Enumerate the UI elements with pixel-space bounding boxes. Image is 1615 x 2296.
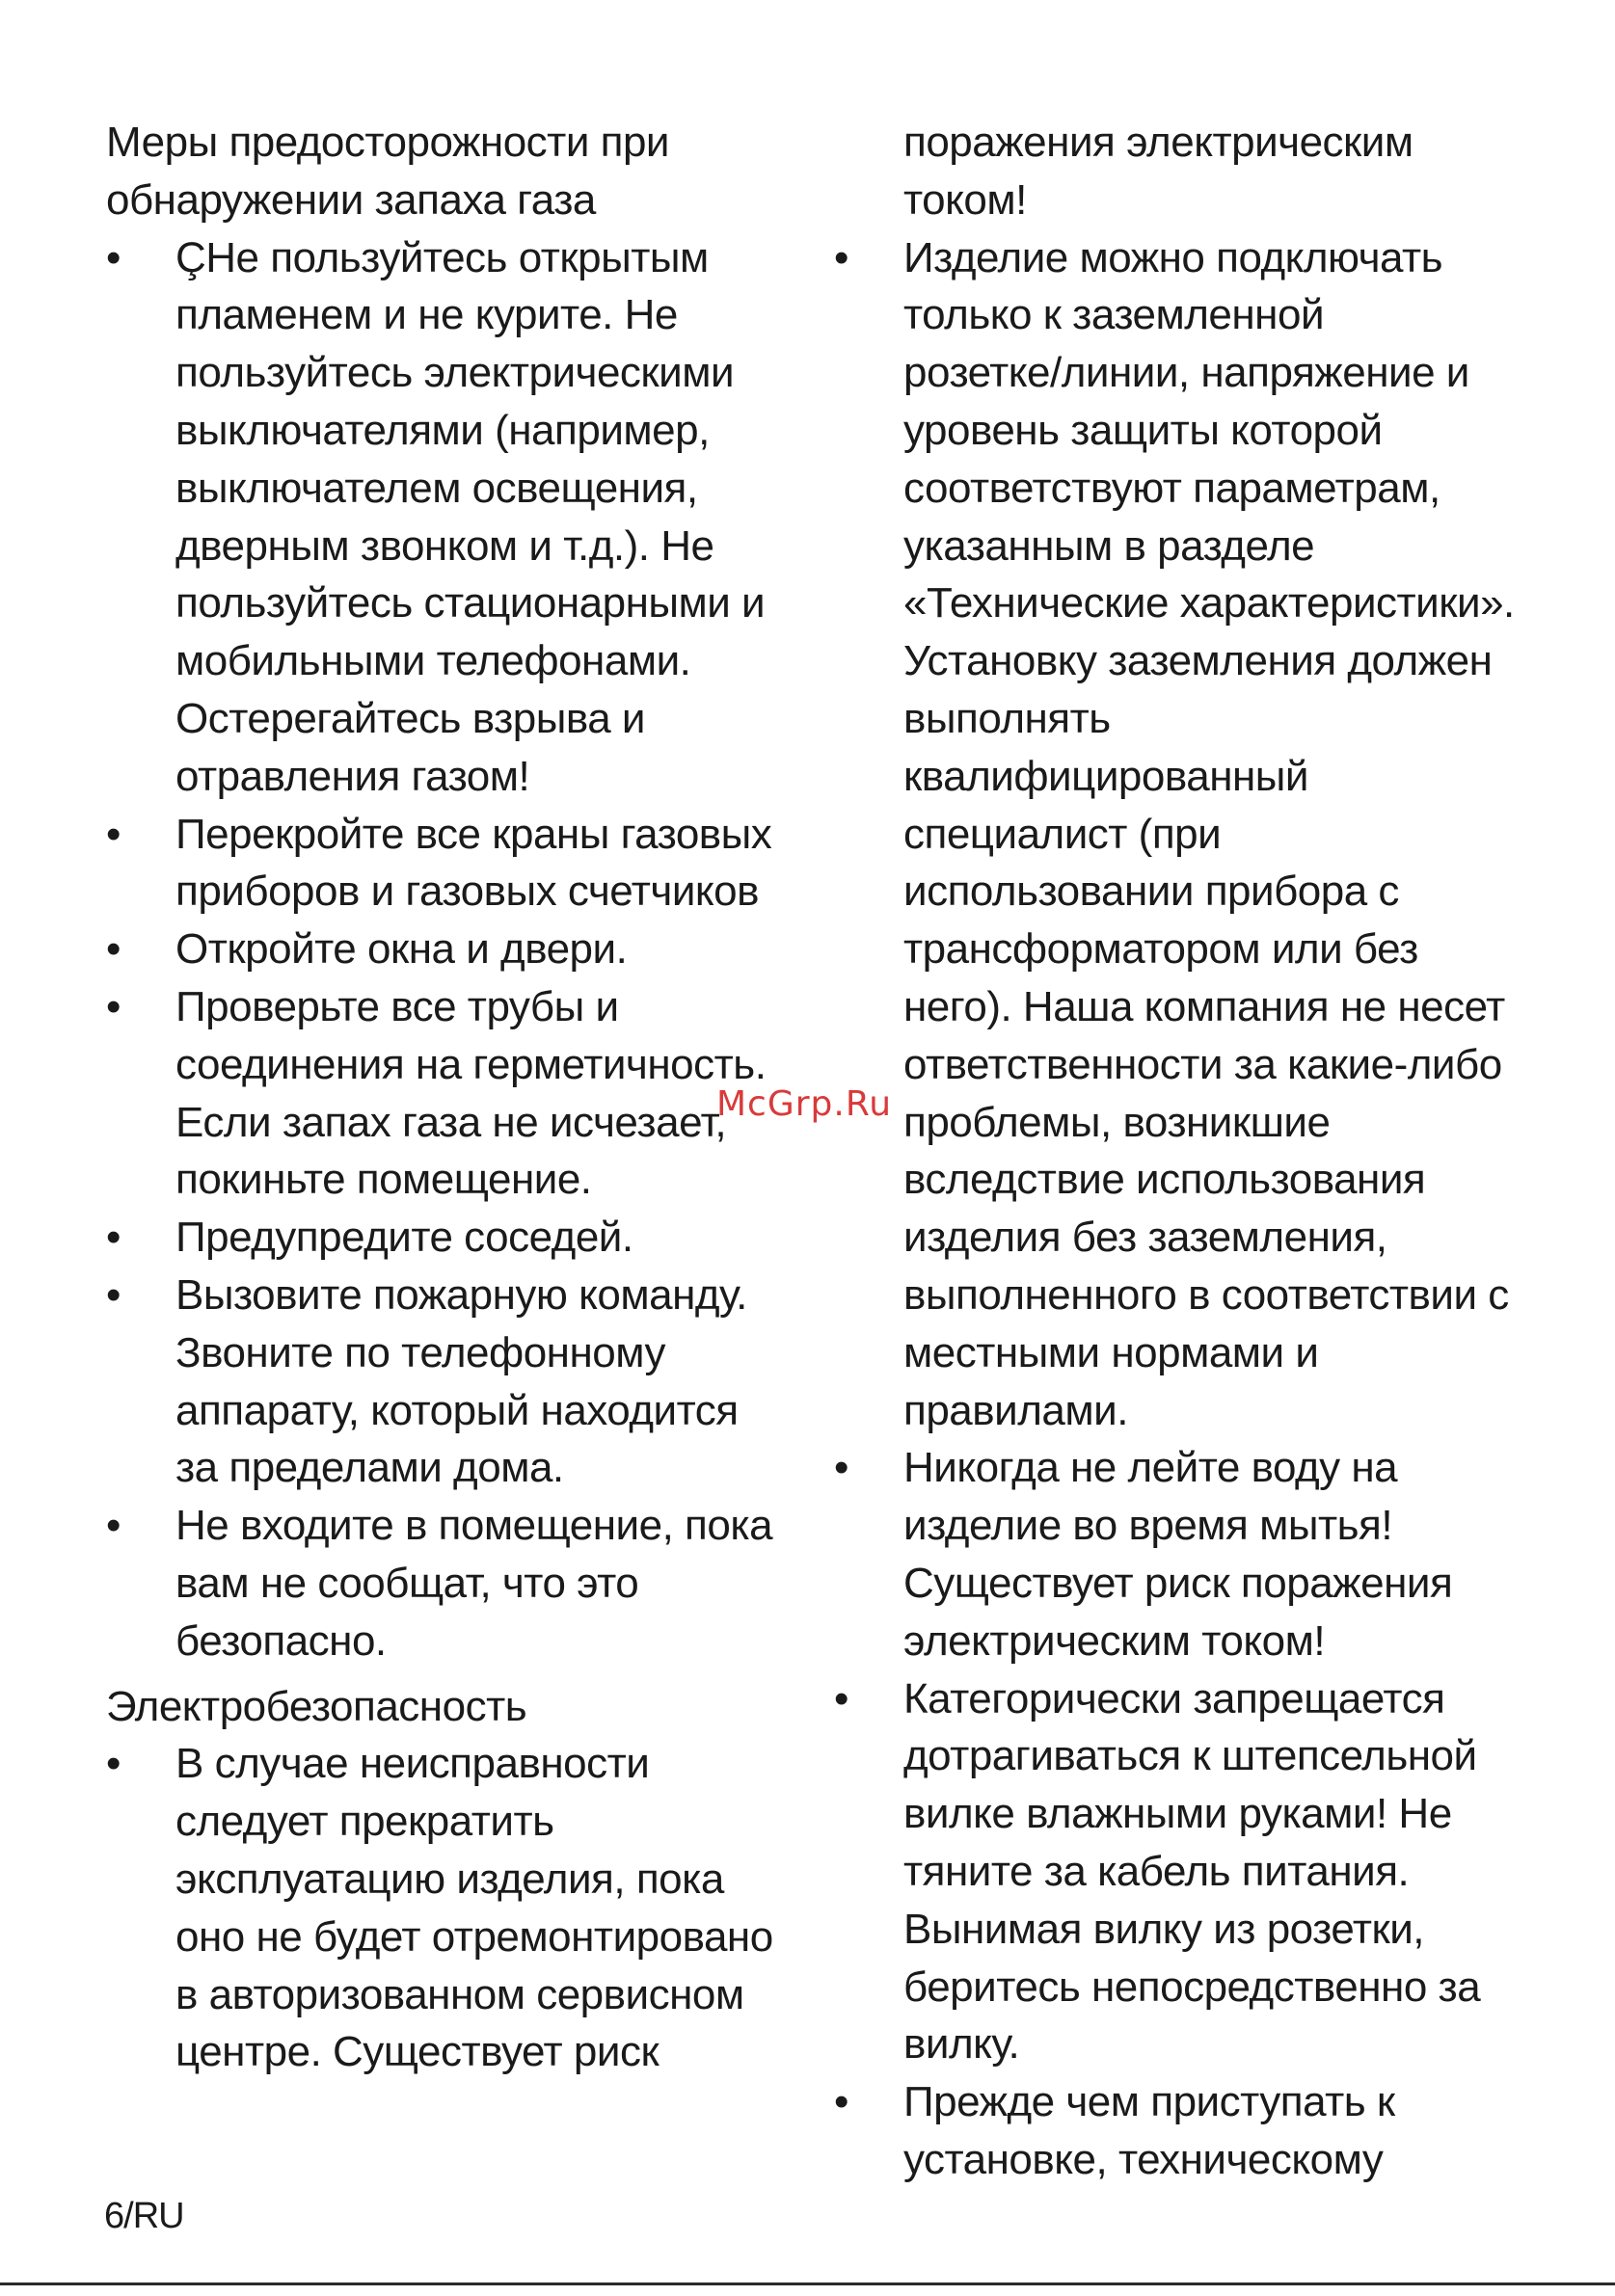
- bullet-icon: •: [834, 233, 848, 281]
- text-line: эксплуатацию изделия, пока: [175, 1855, 724, 1903]
- gas-safety-heading: [106, 114, 791, 229]
- text-line: изделие во время мытья!: [903, 1502, 1393, 1550]
- text-line: изделия без заземления,: [903, 1214, 1387, 1262]
- list-item: [106, 1209, 791, 1267]
- text-line: Вынимая вилку из розетки,: [903, 1905, 1425, 1953]
- list-item: [834, 229, 1548, 1440]
- text-line: трансформатором или без: [903, 925, 1418, 974]
- text-line: центре. Существует риск: [175, 2028, 659, 2076]
- text-line: Звоните по телефонному: [175, 1328, 665, 1376]
- bullet-icon: •: [106, 810, 121, 858]
- text-line: «Технические характеристики».: [903, 579, 1515, 627]
- text-line: соответствуют параметрам,: [903, 464, 1440, 512]
- text-line: В случае неисправности: [175, 1740, 650, 1788]
- bullet-icon: •: [834, 1444, 848, 1492]
- text-line: Проверьте все трубы и: [175, 982, 619, 1030]
- text-line: Категорически запрещается: [903, 1674, 1445, 1722]
- text-line: соединения на герметичность.: [175, 1040, 767, 1088]
- text-line: вследствие использования: [903, 1156, 1426, 1204]
- text-line: Если запах газа не исчезает,: [175, 1098, 727, 1146]
- text-line: Остерегайтесь взрыва и: [175, 694, 646, 742]
- text-line: электрическим током!: [903, 1616, 1326, 1665]
- text-line: Откройте окна и двери.: [175, 925, 628, 974]
- text-line: установке, техническому: [903, 2135, 1384, 2183]
- text-line: аппарату, который находится: [175, 1386, 739, 1434]
- text-line: местными нормами и: [903, 1328, 1319, 1376]
- text-line: указанным в разделе: [903, 521, 1315, 570]
- text-line: безопасно.: [175, 1616, 387, 1665]
- text-line: за пределами дома.: [175, 1444, 564, 1492]
- text-line: оно не будет отремонтировано: [175, 1912, 773, 1961]
- list-item: [106, 1735, 791, 2081]
- bullet-icon: •: [106, 1502, 121, 1550]
- text-line: током!: [903, 175, 1027, 224]
- bullet-icon: •: [106, 982, 121, 1030]
- text-line: пользуйтесь стационарными и: [175, 579, 766, 627]
- right-column: [834, 114, 1548, 2189]
- text-line: Перекройте все краны газовых: [175, 810, 772, 858]
- text-line: правилами.: [903, 1386, 1128, 1434]
- text-line: выполненного в соответствии с: [903, 1270, 1509, 1319]
- text-line: проблемы, возникшие: [903, 1098, 1331, 1146]
- bullet-icon: •: [834, 2078, 848, 2126]
- text-line: пользуйтесь электрическими: [175, 349, 735, 397]
- list-item: [106, 1267, 791, 1497]
- electrical-safety-list: [106, 1735, 791, 2081]
- text-line: следует прекратить: [175, 1798, 554, 1846]
- electrical-safety-list-continued: [834, 229, 1548, 2189]
- left-column: [106, 114, 791, 2081]
- watermark: McGrp.Ru: [716, 1084, 893, 1124]
- continued-text: [834, 114, 1548, 229]
- text-line: вилку.: [903, 2020, 1020, 2069]
- text-line: приборов и газовых счетчиков: [175, 868, 760, 916]
- text-line: уровень защиты которой: [903, 406, 1383, 454]
- text-line: обнаружении запаха газа: [106, 175, 596, 224]
- electrical-safety-heading: [106, 1678, 791, 1736]
- text-line: в авторизованном сервисном: [175, 1970, 744, 2018]
- text-line: отравления газом!: [175, 752, 530, 800]
- text-line: покиньте помещение.: [175, 1156, 592, 1204]
- text-line: Предупредите соседей.: [175, 1214, 633, 1262]
- list-item: [834, 1670, 1548, 2074]
- text-line: него). Наша компания не несет: [903, 982, 1505, 1030]
- bullet-icon: •: [106, 1270, 121, 1319]
- text-line: выполнять: [903, 694, 1111, 742]
- list-item: [106, 978, 791, 1209]
- text-line: специалист (при: [903, 810, 1222, 858]
- text-line: Не входите в помещение, пока: [175, 1502, 773, 1550]
- bullet-icon: •: [106, 1740, 121, 1788]
- text-line: Никогда не лейте воду на: [903, 1444, 1398, 1492]
- text-line: дотрагиваться к штепсельной: [903, 1732, 1477, 1780]
- text-line: выключателями (например,: [175, 406, 710, 454]
- list-item: [106, 229, 791, 806]
- text-line: поражения электрическим: [903, 119, 1413, 166]
- gas-safety-list: [106, 229, 791, 1670]
- text-line: вилке влажными руками! Не: [903, 1790, 1452, 1838]
- text-line: Изделие можно подключать: [903, 233, 1443, 281]
- text-line: ÇНе пользуйтесь открытым: [175, 233, 709, 281]
- list-item: [106, 921, 791, 978]
- text-line: беритесь непосредственно за: [903, 1962, 1481, 2011]
- text-line: вам не сообщат, что это: [175, 1559, 639, 1607]
- bullet-icon: •: [106, 233, 121, 281]
- bullet-icon: •: [106, 1214, 121, 1262]
- text-line: Меры предосторожности при: [106, 119, 669, 166]
- text-line: тяните за кабель питания.: [903, 1847, 1410, 1895]
- page-number: 6/RU: [104, 2196, 184, 2236]
- text-line: Установку заземления должен: [903, 637, 1493, 685]
- text-line: только к заземленной: [903, 291, 1325, 339]
- list-item: [834, 1439, 1548, 1669]
- text-line: Существует риск поражения: [903, 1559, 1453, 1607]
- text-line: пламенем и не курите. Не: [175, 291, 678, 339]
- text-line: розетке/линии, напряжение и: [903, 349, 1469, 397]
- bullet-icon: •: [106, 925, 121, 974]
- text-line: использовании прибора с: [903, 868, 1399, 916]
- text-line: выключателем освещения,: [175, 464, 698, 512]
- list-item: [834, 2073, 1548, 2189]
- list-item: [106, 1497, 791, 1669]
- bullet-icon: •: [834, 1674, 848, 1722]
- text-line: дверным звонком и т.д.). Не: [175, 521, 714, 570]
- text-line: мобильными телефонами.: [175, 637, 691, 685]
- text-line: Прежде чем приступать к: [903, 2078, 1395, 2126]
- text-line: ответственности за какие-либо: [903, 1040, 1502, 1088]
- list-item: [106, 806, 791, 921]
- bottom-rule: [0, 2283, 1615, 2285]
- text-line: Электробезопасность: [106, 1682, 527, 1730]
- text-line: Вызовите пожарную команду.: [175, 1270, 747, 1319]
- text-line: квалифицированный: [903, 752, 1309, 800]
